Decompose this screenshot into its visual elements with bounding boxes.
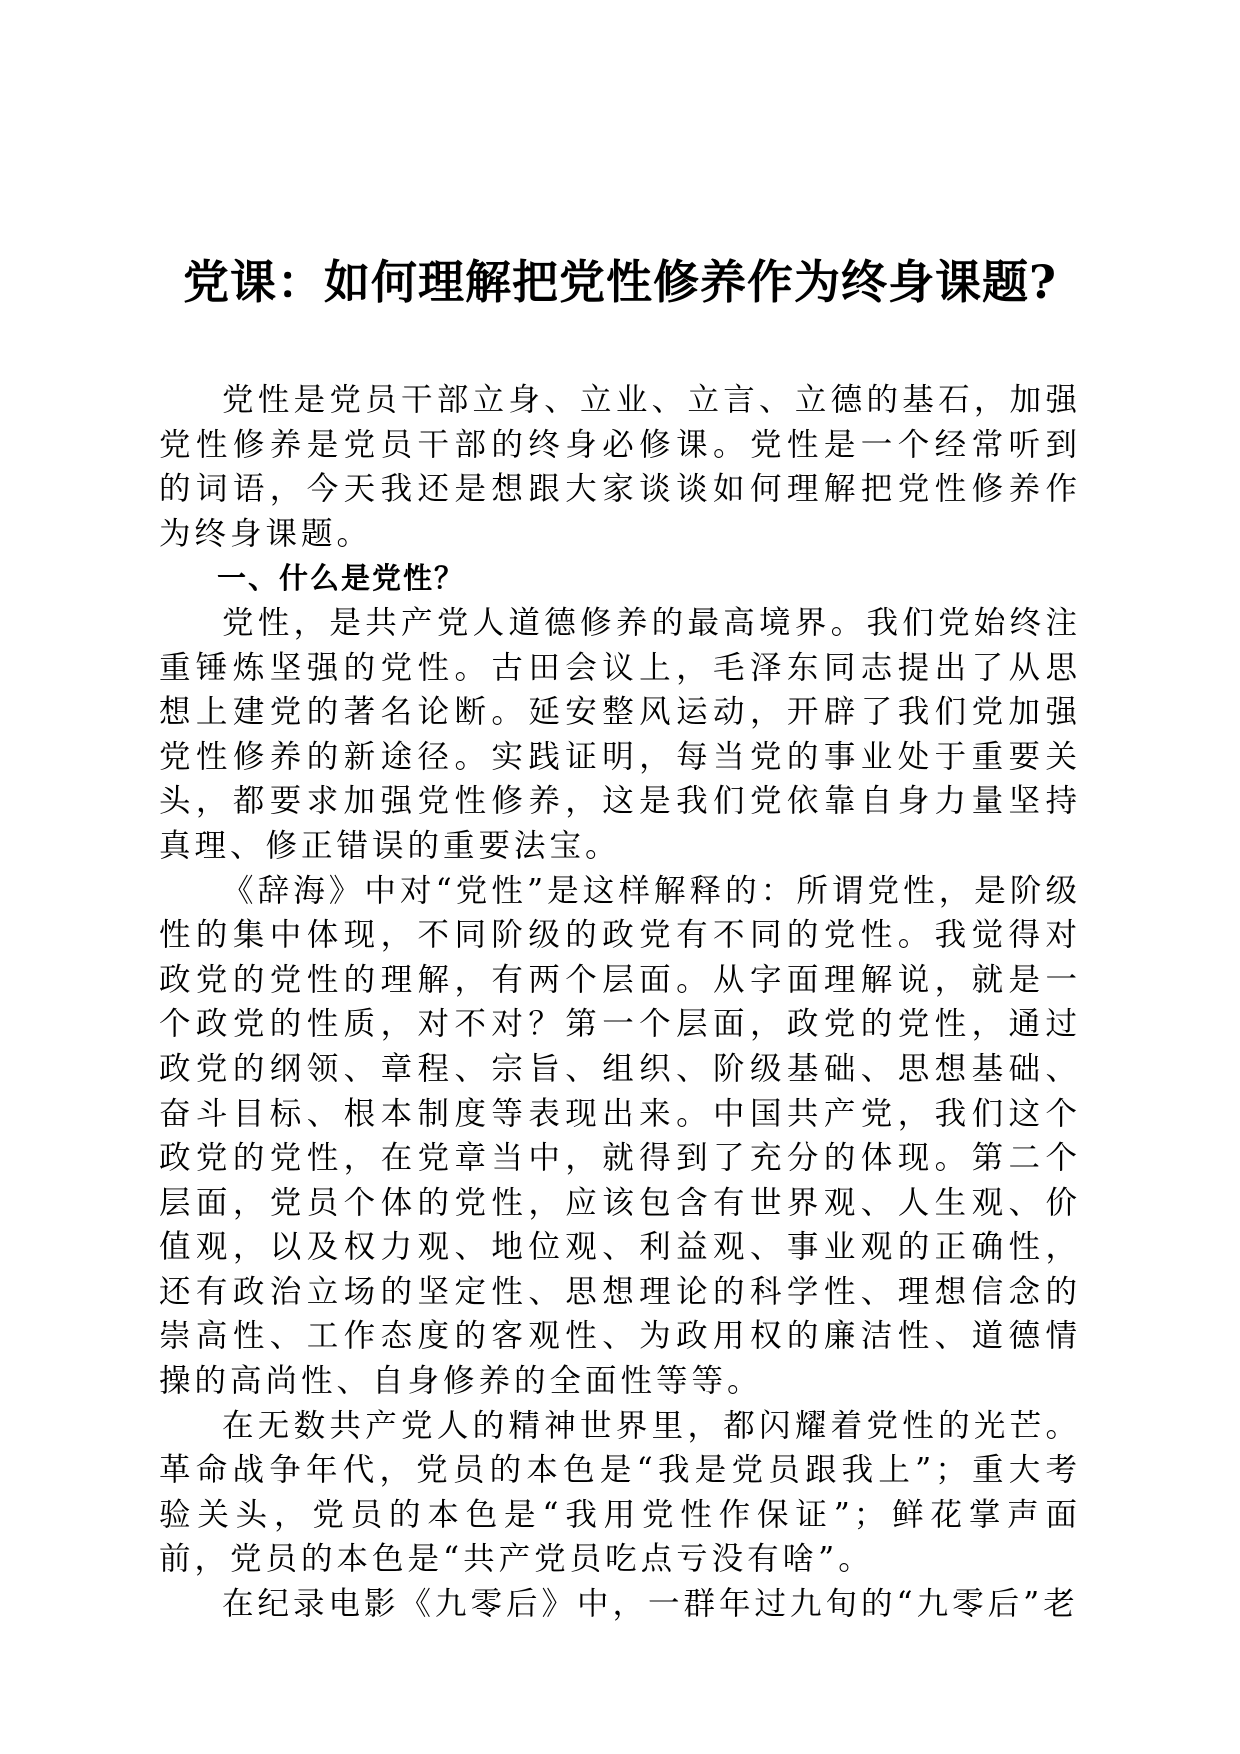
paragraph-spirit: 在无数共产党人的精神世界里，都闪耀着党性的光芒。革命战争年代，党员的本色是“我是党员跟我上”；重大考验关头，党员的本色是“我用党性作保证”；鲜花掌声面前，党员的本色是“共产党员吃点亏没有啥”。 bbox=[159, 1407, 1081, 1578]
document-body bbox=[159, 378, 1081, 1627]
paragraph-film: 在纪录电影《九零后》中，一群年过九旬的“九零后”老 bbox=[222, 1586, 1079, 1623]
paragraph-cihai: 《辞海》中对“党性”是这样解释的：所谓党性，是阶级性的集中体现，不同阶级的政党有不同的党性。我觉得对政党的党性的理解，有两个层面。从字面理解说，就是一个政党的性质，对不对？第一个层面，政党的党性，通过政党的纲领、章程、宗旨、组织、阶级基础、思想基础、奋斗目标、根本制度等表现出来。中国共产党，我们这个政党的党性，在党章当中，就得到了充分的体现。第二个层面，党员个体的党性，应该包含有世界观、人生观、价值观，以及权力观、地位观、利益观、事业观的正确性，还有政治立场的坚定性、思想理论的科学性、理想信念的崇高性、工作态度的客观性、为政用权的廉洁性、道德情操的高尚性、自身修养的全面性等等。 bbox=[159, 872, 1081, 1400]
paragraph-definition: 党性，是共产党人道德修养的最高境界。我们党始终注重锤炼坚强的党性。古田会议上，毛泽东同志提出了从思想上建党的著名论断。延安整风运动，开辟了我们党加强党性修养的新途径。实践证明，每当党的事业处于重要关头，都要求加强党性修养，这是我们党依靠自身力量坚持真理、修正错误的重要法宝。 bbox=[159, 604, 1081, 864]
paragraph-intro: 党性是党员干部立身、立业、立言、立德的基石，加强党性修养是党员干部的终身必修课。党性是一个经常听到的词语，今天我还是想跟大家谈谈如何理解把党性修养作为终身课题。 bbox=[159, 382, 1081, 552]
section-heading-1: 一、什么是党性？ bbox=[217, 561, 466, 596]
document-title: 党课：如何理解把党性修养作为终身课题? bbox=[183, 255, 1057, 309]
